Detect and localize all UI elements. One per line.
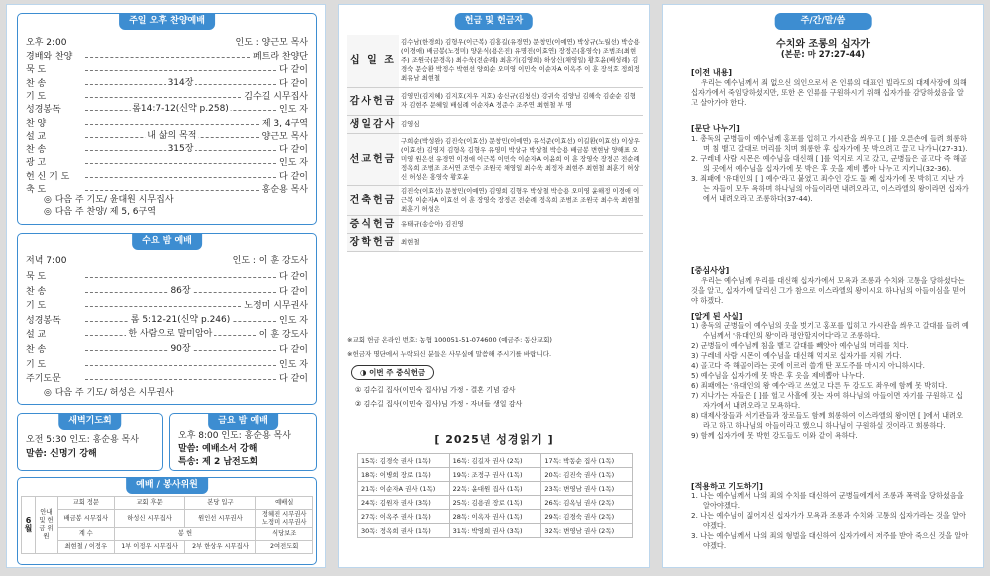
item-detail: 314장 [167,77,194,88]
item-label: 찬 송 [26,345,47,355]
list-item: 3. 죄패에 '유대인의 [ ] 예수'라고 붙였고 죄수인 강도 둘 째 십자가에 못 박히고 지난 가는 자들이 모두 욕하며 하나님의 아들이라면 내려오라고, 이스라엘의 왕이라면 십자가에서 내려오라고 조롱하다(37-44). [691,174,969,203]
offering-names: 최현철 [399,233,643,251]
offering-table [347,35,643,252]
item-leader-line [85,77,276,88]
reading-cell: 27독: 이옥주 권사 (1독) [358,510,450,524]
section-heading: [문단 나누기] [691,124,740,133]
offering-row [347,87,643,115]
item-label: 성경봉독 [26,315,61,326]
item-person: 인도 자 [279,105,308,116]
dawn-prayer-header: 새벽기도회 [58,413,121,430]
list-item: 1) 총독의 군병들이 예수님의 옷을 벗기고 홍포를 입히고 가시관을 씌우고 갈대를 들려 예수님께서 '유대인의 왕'이라 평안할지어다'라고 조롱하다. [691,321,969,340]
offering-type: 십 일 조 [347,35,399,87]
item-leader-line [85,117,259,125]
item-label: 찬 송 [26,78,47,89]
item-person: 제 3, 4구역 [261,118,308,129]
bible-reading-title: [ 2025년 성경읽기 ] [434,433,554,446]
reading-cell: 24독: 김원자 권사 (3독) [358,496,450,510]
table-header: 예배실 [256,497,313,510]
item-person: 이 훈 강도사 [258,330,308,341]
next-week-note: ◎ 다음 주 기도/ 허성은 시무권사 [44,388,174,398]
offering-type: 증식헌금 [347,215,399,233]
item-leader-line [85,314,276,325]
table-cell: 원인선 시무권사 [185,510,256,528]
reading-cell: 28독: 이옥자 권사 (1독) [449,510,541,524]
online-account: ※교회 헌금 온라인 번호: 농협 100051-51-074600 (예금주: 동산교회) [347,336,552,344]
item-person: 다 같이 [279,272,308,282]
item-person: 인도 자 [279,315,308,326]
section-heading: [이전 내용] [691,68,733,77]
offering-names: 김수남(한경희) 김형우(이근복) 김홍길(유경연) 문창민(이예연) 박상규(노월선) 박승용(이경애) 배금봉(노정미) 양운식(용은진) 유명진(이효연) 장정곤(홍영숙) 조범조(최현주) 조원국(문경옥) 최수욱(전순례) 최훈기(김영희) 하상신(채영일) 황호윤(배성례) 김경숙 문승환 박정수 박현선 양희순 오미영 이민숙 이순자A 이옥주 이 훈 장석호 정희정 최유남 최현철 [399,35,643,87]
application-list [691,491,969,551]
item-leader-line [85,170,276,178]
dawn-prayer-info: 오전 5:30 인도: 홍순용 목사 [26,435,139,445]
offering-type: 감사헌금 [347,87,399,115]
item-label: 주기도문 [26,374,61,385]
table-header: 계 수 [58,528,115,541]
item-person: 다 같이 [279,374,308,385]
reading-cell: 23독: 변영남 권사 (1독) [541,482,633,496]
item-leader-line [85,183,259,191]
offering-names: 김영심 [399,115,643,133]
item-detail: 내 삶의 목적 [147,130,197,141]
reading-row [358,468,633,482]
table-header: 교회 후문 [114,497,185,510]
ministry-table [21,496,313,554]
item-leader-line [85,343,276,354]
item-label: 기 도 [26,301,47,312]
lunch-offering-item: ② 김수길 집사(이민숙 집사)님 가정 - 자녀들 생일 감사 [355,400,523,408]
reading-row [358,482,633,496]
item-label: 헌 신 기 도 [26,171,70,182]
sermon-title: 수치와 조롱의 십자가 [776,39,870,50]
table-header: 교회 정문 [58,497,115,510]
item-detail: 315장 [167,144,194,155]
friday-box [169,413,317,471]
sunday-afternoon-header: 주일 오후 찬양예배 [119,13,215,30]
table-header: 본당 입구 [185,497,256,510]
reading-cell: 21독: 이순자A 권사 (1독) [358,482,450,496]
item-leader-line [85,270,276,278]
service-time-row [26,254,308,268]
item-person: 다 같이 [279,286,308,297]
offering-names: 구희순(박성완) 김진숙(이효선) 문창민(이예연) 유석준(이효선) 이길환(이효선) 이상우(이효선) 김영지 김형옥 김형우 유영미 박상규 박상철 박승용 배금봉 변현남 양해표 오미영 원은선 유경연 이경애 이근복 이민숙 이순자A 이윤희 이 훈 장영숙 장정곤 전순례 정옥희 조범조 조서연 조연수 조원국 채영일 최수욱 최정자 최현주 최현철 최훈기 허상신 허성은 홍영숙 황호윤 [399,133,643,185]
item-label: 찬 양 [26,118,47,129]
reading-cell: 18독: 이병희 장로 (1독) [358,468,450,482]
dawn-prayer-box [17,413,163,471]
item-leader-line [85,358,276,366]
order-of-service-row [26,343,308,357]
order-of-service-row [26,170,308,184]
item-detail: 한 사람으로 말미암아 [128,329,213,340]
offering-names: 김진숙(이효선) 문창민(이예연) 김영희 김형우 박상철 박승용 오미영 윤해정 이경애 이근복 이순자A 이효선 이 훈 장영숙 장정곤 전순례 정옥희 조범조 조원국 최수욱 최현철 최훈기 허성은 [399,185,643,215]
section-heading: [알게 된 사실] [691,312,743,321]
wednesday-header: 수요 밤 예배 [132,233,202,250]
list-item: 8) 대제사장들과 서기관들과 장로들도 함께 희롱하여 이스라엘의 왕이면 [ ]에서 내려오라고 하고 하나님의 아들이라고 했으니 하나님이 구원하실 것이라고 희롱하다. [691,411,963,430]
item-label: 설 교 [26,131,47,142]
sermon-reference: (본문: 마 27:27-44) [780,50,866,60]
item-label: 축 도 [26,185,47,195]
reading-row [358,510,633,524]
intro-text: 우리는 예수님께서 죄 없으신 의인으로서 온 인류의 대표인 빌라도의 대제사장에 의해 십자가에서 죽임당하셨지만, 또한 온 인류를 구원하시기 위해 십자가를 감당하셨음을 알고 살아가야 한다. [691,78,967,107]
item-leader-line [85,50,250,58]
ministry-month: 6월 [22,497,36,554]
offering-type: 장학헌금 [347,233,399,251]
ministry-header: 예배 / 봉사위원 [126,477,208,494]
order-of-service-row [26,299,308,313]
item-person: 다 같이 [279,345,308,355]
offering-row [347,233,643,251]
offering-panel [338,4,650,568]
table-cell: 하성신 시무집사 [114,510,185,528]
item-label: 찬 송 [26,145,47,156]
offering-row [347,35,643,87]
item-label: 기 도 [26,91,47,102]
order-of-service-row [26,77,308,91]
weekly-word-header: 주/간/말/씀 [775,13,872,30]
reading-row [358,496,633,510]
service-leader: 인도 : 이 훈 강도사 [232,256,308,266]
reading-cell: 20독: 김진숙 권사 (1독) [541,468,633,482]
offering-names: 김영민(김지혜) 김지호(지우 지호) 송신규(김청신) 강귀숙 김양님 김해숙 김순순 김형자 김현주 문혜일 배심례 이순자A 정준수 조주연 최현철 부 명 [399,87,643,115]
service-time: 오후 2:00 [26,38,67,48]
item-person: 노정미 시무권사 [244,301,308,312]
facts-list [691,321,969,441]
dawn-prayer-sermon: 말씀: 신명기 강해 [26,449,97,459]
table-cell: 배금봉 시무집사 [58,510,115,528]
list-item: 9) 함께 십자가에 못 박힌 강도들도 이와 같이 욕하다. [691,431,858,440]
list-item: 3. 나는 예수님께서 나의 죄의 형벌을 대신하여 십자가에서 저주를 받아 죽으신 것을 알아야겠다. [691,531,969,550]
ministry-box [17,477,317,565]
reading-cell: 16독: 김길자 권사 (2독) [449,454,541,468]
list-item: 4) 골고다 즉 해골이라는 곳에 이르러 쓸개 탄 포도주를 마시지 아니하시다. [691,361,925,370]
list-item: 2) 군병들이 예수님께 침을 뱉고 갈대를 빼앗아 예수님의 머리를 치다. [691,341,909,350]
next-week-note: ◎ 다음 주 찬양/ 제 5, 6구역 [44,207,156,217]
offering-row [347,133,643,185]
table-cell: 2부 한상우 시무집사 [185,541,256,554]
item-leader-line [85,156,276,164]
order-of-service-row [26,358,308,372]
reading-cell: 22독: 윤대원 집사 (1독) [449,482,541,496]
order-of-service-row [26,143,308,157]
item-label: 광 고 [26,158,47,169]
reading-row [358,454,633,468]
item-leader-line [85,90,241,98]
weekly-word-panel [662,4,984,568]
item-label: 묵 도 [26,272,47,282]
reading-cell: 25독: 김용권 장로 (1독) [449,496,541,510]
reading-cell: 15독: 김경숙 권사 (1독) [358,454,450,468]
offering-type: 선교헌금 [347,133,399,185]
offering-row [347,215,643,233]
item-label: 찬 송 [26,286,47,297]
item-person: 인도 자 [279,359,308,370]
table-cell: 2여전도회 [256,541,313,554]
offering-names: 유태규(송승아) 김진영 [399,215,643,233]
reading-cell: 29독: 김경숙 권사 (2독) [541,510,633,524]
item-person: 다 같이 [279,78,308,89]
core-text: 우리는 예수님께 우리를 대신해 십자가에서 모욕과 조롱과 수치와 고통을 당하셨다는 것을 알고, 십자가에 달리신 그가 참으로 이스라엘의 왕이시요 하나님의 아들이심을 믿어야 하겠다. [691,276,967,305]
item-leader-line [85,285,276,296]
reading-cell: 30독: 정옥희 권사 (1독) [358,524,450,538]
reading-cell: 32독: 변영남 권사 (2독) [541,524,633,538]
reading-cell: 26독: 김옥님 권사 (2독) [541,496,633,510]
item-person: 다 같이 [279,171,308,182]
service-time: 저녁 7:00 [26,256,67,266]
worship-schedule-panel [6,4,326,568]
item-person: 다 같이 [279,145,308,156]
list-item: 3) 구레네 사람 시몬이 예수님을 대신해 억지로 십자가를 지워 가다. [691,351,902,360]
order-of-service-row [26,103,308,117]
order-of-service-row [26,270,308,284]
lunch-offering-item: ① 김수길 집사(이민숙 집사)님 가정 - 결혼 기념 감사 [355,386,516,394]
table-header: 봉 헌 [114,528,256,541]
reading-row [358,524,633,538]
item-leader-line [85,63,276,71]
item-leader-line [85,299,241,307]
list-item: 1. 총독의 군병들이 예수님께 홍포를 입히고 가시관을 씌우고 [ ]를 오른손에 들려 희롱하며 침 뱉고 갈대로 머리를 치며 희롱한 후 십자가에 못 박으려고 끌고 나가니(27-31). [691,134,968,153]
section-heading: [적용하고 기도하기] [691,482,763,491]
offering-row [347,115,643,133]
item-detail: 86장 [170,285,191,296]
order-of-service-row [26,156,308,170]
item-label: 기 도 [26,359,47,370]
wednesday-box [17,233,317,405]
next-week-note: ◎ 다음 주 기도/ 윤대원 시무집사 [44,195,174,205]
service-time-row [26,36,308,50]
item-person: 페트라 찬양단 [252,52,308,62]
offering-header: 헌금 및 헌금자 [455,13,533,30]
table-cell: 정혜진 시무권사 노정미 시무권사 [256,510,313,528]
list-item: 1. 나는 예수님께서 나의 죄의 수치를 대신하여 군병들에게서 조롱과 폭력을 당하셨음을 알아야겠다. [691,491,964,510]
ministry-role: 안내 및 헌금 위원 [36,497,58,554]
service-leader: 인도 : 양근모 목사 [235,38,308,48]
order-of-service-row [26,328,308,342]
item-label: 성경봉독 [26,105,61,116]
list-item: 6) 죄패에는 '유대인의 왕 예수'라고 쓰였고 다른 두 강도도 좌우에 함께 못 박히다. [691,381,948,390]
item-leader-line [85,130,259,141]
table-header: 식당보조 [256,528,313,541]
item-leader-line [85,328,256,340]
offering-type: 건축헌금 [347,185,399,215]
item-leader-line [85,372,276,380]
order-of-service-row [26,50,308,64]
omission-note: ※헌금자 명단에서 누락되신 분들은 사무실에 말씀해 주시기를 바랍니다. [347,350,552,358]
item-detail: 90장 [170,344,191,354]
table-cell: 최현철 / 이정우 [58,541,115,554]
item-detail: 롬14:7-12(신약 p.258) [132,104,229,115]
item-leader-line [85,143,276,155]
item-person: 김수길 시무집사 [244,91,308,102]
item-leader-line [85,103,276,115]
friday-info: 오후 8:00 인도: 홍순용 목사 [178,431,291,441]
reading-cell: 19독: 조정구 권사 (1독) [449,468,541,482]
order-of-service-row [26,314,308,328]
order-of-service-row [26,372,308,386]
list-item: 2. 나는 예수님이 짊어지신 십자가가 모욕과 조롱과 수치와 고통의 십자가라는 것을 알아야겠다. [691,511,967,530]
sunday-afternoon-box [17,13,317,225]
item-label: 설 교 [26,330,47,341]
item-person: 다 같이 [279,65,308,76]
list-item: 2. 구레네 사람 시몬은 예수님을 대신해 [ ]를 억지로 지고 갔고, 군병들은 골고다 즉 해골의 곳에서 예수님을 십자가에 못 박은 후 옷을 제비 뽑아 나누고 지키니(32-36). [691,154,967,173]
item-detail: 롬 5:12-21(신약 p.246) [130,314,231,325]
paragraph-list [691,134,969,204]
section-heading: [중심사상] [691,266,730,275]
list-item: 7) 지나가는 자들은 [ ]를 헐고 사흘에 짓는 자여 하나님의 아들이면 자기를 구원하고 십자가에서 내려오라고 모욕하다. [691,391,963,410]
friday-special-song: 특송: 제 2 남전도회 [178,457,259,467]
item-person: 홍순용 목사 [261,185,308,195]
item-label: 묵 도 [26,65,47,76]
friday-sermon: 말씀: 예배소서 강해 [178,444,258,454]
friday-header: 금요 밤 예배 [208,413,278,430]
list-item: 5) 예수님을 십자가에 못 박은 후 옷을 제비뽑아 나누다. [691,371,865,380]
item-person: 양근모 목사 [261,131,308,142]
bible-reading-table [357,453,633,538]
offering-row [347,185,643,215]
table-cell: 1부 이정우 시무집사 [114,541,185,554]
order-of-service-row [26,285,308,299]
item-label: 경배와 찬양 [26,52,73,62]
item-person: 인도 자 [279,158,308,169]
offering-type: 생일감사 [347,115,399,133]
reading-cell: 17독: 박동순 집사 (1독) [541,454,633,468]
reading-cell: 31독: 박영희 권사 (3독) [449,524,541,538]
lunch-offering-pill: ◑ 이번 주 중식헌금 [351,365,434,380]
